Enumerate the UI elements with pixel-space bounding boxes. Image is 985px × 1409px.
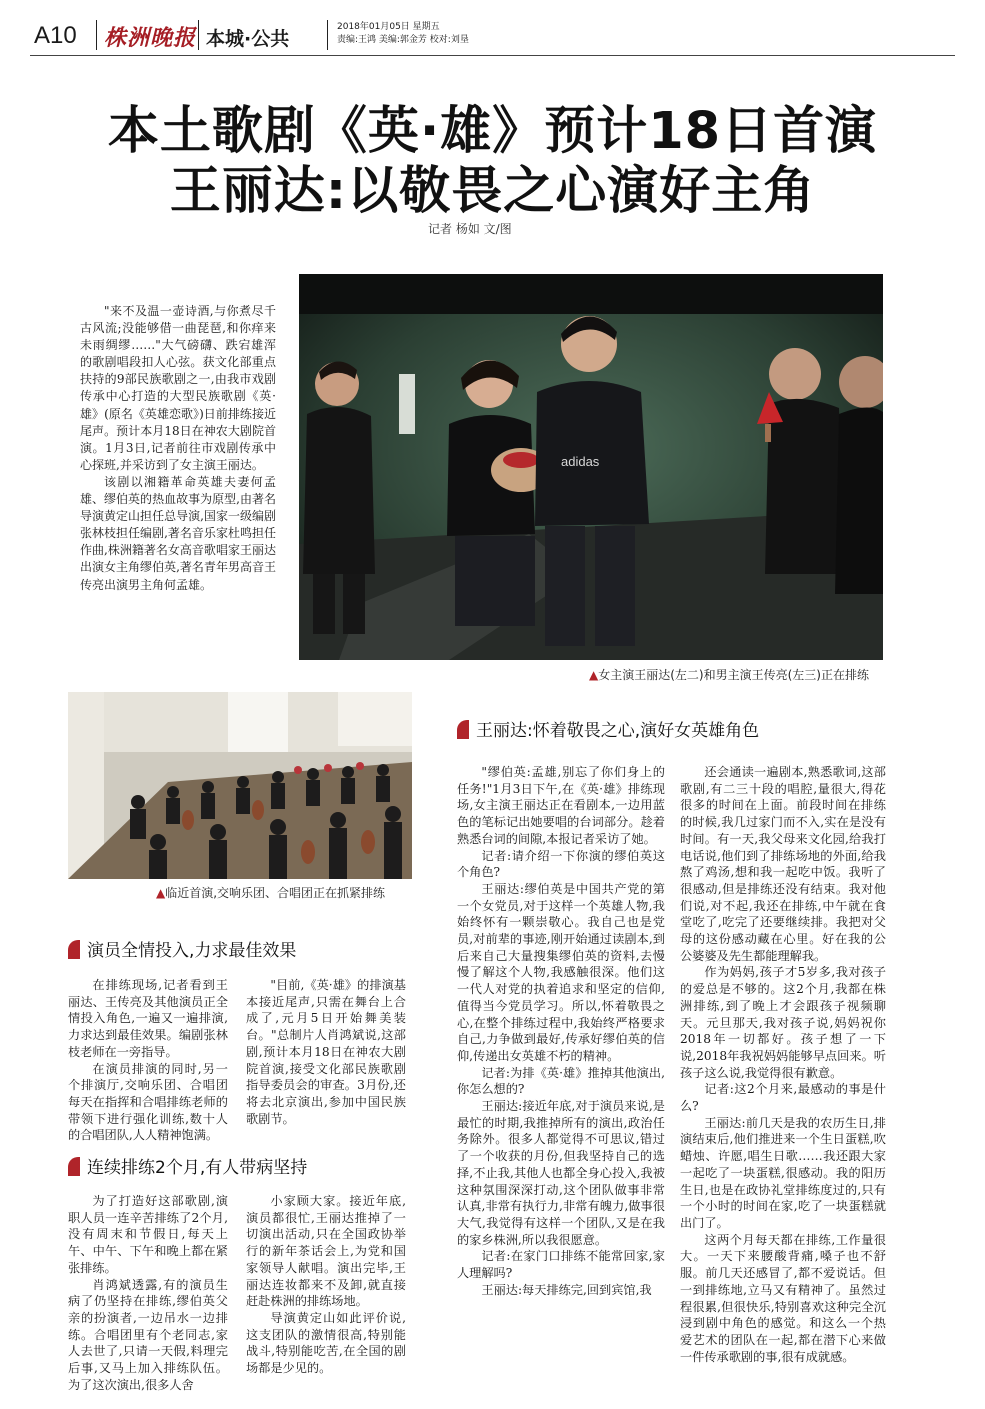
header-divider xyxy=(198,20,199,50)
photo-caption xyxy=(156,884,385,901)
caption-triangle-icon: ▲ xyxy=(589,668,599,682)
paragraph: 肖鸿斌透露,有的演员生病了仍坚持在排练,缪伯英父亲的扮演者,一边吊水一边排练。合唱团里有个老同志,家人去世了,只请一天假,料理完后事,又马上加入排练队伍。为了这次演出,很多人舍 xyxy=(68,1277,228,1392)
section-heading-text: 连续排练2个月,有人带病坚持 xyxy=(87,1158,308,1178)
editor-credits: 责编:王鸿 美编:郭金芳 校对:刘垦 xyxy=(337,35,469,45)
paragraph: 作为妈妈,孩子才5岁多,我对孩子的爱总是不够的。这2个月,我都在株洲排练,到了晚上才会跟孩子视频聊天。元旦那天,我对孩子说,妈妈祝你2018年一切都好。孩子想了一下说,2018年我祝妈妈能够早点回来。听孩子这么说,我觉得很有歉意。 xyxy=(680,965,886,1080)
paragraph: 在演员排演的同时,另一个排演厅,交响乐团、合唱团每天在指挥和合唱排练老师的带领下进行强化训练,数十人的合唱团队,人人精神饱满。 xyxy=(68,1061,228,1143)
interview-answer: 王丽达:接近年底,对于演员来说,是最忙的时期,我推掉所有的演出,政治任务除外。很多人都觉得不可思议,错过了一个收获的月份,但我坚持自己的选择,不止我,其他人也都全身心投入,我被这种氛围深深打动,这个团队做事非常认真,非常有执行力,非常有魄力,做事很大气,我觉得有这样一个团队,又是在我的家乡株洲,所以我很愿意。 xyxy=(457,1099,665,1247)
paragraph: 为了打造好这部歌剧,演职人员一连辛苦排练了2个月,没有周末和节假日,每天上午、中午、下午和晚上都在紧张排练。 xyxy=(68,1194,228,1275)
text-column xyxy=(457,764,665,1299)
interview-question: 记者:在家门口排练不能常回家,家人理解吗? xyxy=(457,1249,665,1281)
heading-marker-icon xyxy=(68,940,80,959)
intro-paragraph: "来不及温一壶诗酒,与你煮尽千古风流;没能够借一曲琵琶,和你痒来未雨绸缪……"大气磅礴、跌宕雄浑的歌剧唱段扣人心弦。获文化部重点扶持的9部民族歌剧之一,由我市戏剧传承中心打造的大型民族歌剧《英·雄》(原名《英雄恋歌》)日前排练接近尾声。预计本月18日在神农大剧院首演。1月3日,记者前往市戏剧传承中心探班,并采访到了女主演王丽达。 xyxy=(80,304,276,472)
text-column xyxy=(68,977,228,1144)
interview-question: 记者:这2个月来,最感动的事是什么? xyxy=(680,1082,886,1114)
page-number: A10 xyxy=(34,22,77,49)
newspaper-brand-logo: 株洲晚报 xyxy=(104,25,197,51)
header-divider xyxy=(96,20,97,50)
text-column xyxy=(246,1193,406,1377)
interview-answer: 王丽达:缪伯英是中国共产党的第一个女党员,对于这样一个英雄人物,我始终怀有一颗崇敬心。我自己也是党员,对前辈的事迹,刚开始通过读剧本,到后来自己大量搜集缪伯英的资料,去慢慢了解这个人物,我感触很深。他们这一代人对党的执着追求和坚定的信仰,值得当今党员学习。所以,怀着敬畏之心,在整个排练过程中,我始终严格要求自己,力争做到最好,传承好缪伯英的信仰,传递出女英雄不朽的精神。 xyxy=(457,881,665,1063)
text-column xyxy=(680,764,886,1365)
paragraph: 这两个月每天都在排练,工作量很大。一天下来腰酸背痛,嗓子也不舒服。前几天还感冒了,都不爱说话。但一到排练地,立马又有精神了。虽然过程很累,但很快乐,特别喜欢这种完全沉浸到剧中角色的感觉。和这么一个热爱艺术的团队在一起,都在潜下心来做一件传承歌剧的事,很有成就感。 xyxy=(680,1232,886,1364)
paragraph: 在排练现场,记者看到王丽达、王传亮及其他演员正全情投入角色,一遍又一遍排演,力求达到最佳效果。编剧张林枝老师在一旁指导。 xyxy=(68,978,228,1059)
text-column xyxy=(68,1193,228,1393)
heading-marker-icon xyxy=(68,1157,80,1176)
header-rule xyxy=(30,55,955,56)
paragraph: 还会通读一遍剧本,熟悉歌词,这部歌剧,有二三十段的唱腔,量很大,得花很多的时间在上面。前段时间在排练的时候,我几过家门而不入,实在是没有时间。有一天,我父母来文化园,给我打电话说,他们到了排练场地的外面,给我熬了鸡汤,想和我一起吃中饭。我听了很感动,但是排练还没有结束。我对他们说,对不起,我还在排练,中午就在食堂吃了,吃完了还要继续排。我把对父母的这份感动藏在心里。好在我的公公婆婆及先生都能理解我。 xyxy=(680,765,886,963)
interview-question: 记者:请介绍一下你演的缪伯英这个角色? xyxy=(457,848,665,880)
photo-caption xyxy=(589,666,869,683)
caption-text: 女主演王丽达(左二)和男主演王传亮(左三)正在排练 xyxy=(598,668,869,682)
headline-main: 本土歌剧《英·雄》预计18日首演 xyxy=(107,102,878,161)
headline-sub: 王丽达:以敬畏之心演好主角 xyxy=(169,162,816,221)
header-meta xyxy=(337,21,469,47)
rehearsal-photo xyxy=(299,274,883,660)
paragraph: 小家顾大家。接近年底,演员都很忙,王丽达推掉了一切演出活动,只在全国政协举行的新年茶话会上,为党和国家领导人献唱。演出完毕,王丽达连妆都来不及卸,就直接赶赴株洲的排练场地。 xyxy=(246,1194,406,1309)
text-column xyxy=(246,977,406,1127)
section-heading-text: 王丽达:怀着敬畏之心,演好女英雄角色 xyxy=(476,721,760,741)
section-heading xyxy=(68,936,296,961)
header-divider xyxy=(327,20,328,50)
byline: 记者 杨如 文/图 xyxy=(428,222,512,236)
interview-answer: 王丽达:每天排练完,回到宾馆,我 xyxy=(481,1282,652,1297)
orchestra-photo xyxy=(68,692,412,879)
caption-triangle-icon: ▲ xyxy=(156,886,166,900)
issue-date: 2018年01月05日 星期五 xyxy=(337,22,440,32)
caption-text: 临近首演,交响乐团、合唱团正在抓紧排练 xyxy=(165,886,386,900)
paragraph: "缪伯英:孟雄,别忘了你们身上的任务!"1月3日下午,在《英·雄》排练现场,女主演王丽达正在看剧本,一边用蓝色的笔标记出她要唱的台词部分。趁着熟悉台词的间隙,本报记者采访了她。 xyxy=(457,765,665,846)
paragraph: 导演黄定山如此评价说,这支团队的激情很高,特别能战斗,特别能吃苦,在全国的剧场都是少见的。 xyxy=(246,1310,406,1376)
shirt-print: adidas xyxy=(561,454,600,469)
section-heading xyxy=(68,1153,307,1178)
heading-marker-icon xyxy=(457,720,469,739)
article-intro xyxy=(80,303,276,594)
intro-paragraph: 该剧以湘籍革命英雄夫妻何孟雄、缪伯英的热血故事为原型,由著名导演黄定山担任总导演,国家一级编剧张林枝担任编剧,著名音乐家杜鸣担任作曲,株洲籍著名女高音歌唱家王丽达出演女主角缪伯英,著名青年男高音王传亮出演男主角何孟雄。 xyxy=(80,474,276,592)
section-name: 本城·公共 xyxy=(206,28,290,50)
section-heading xyxy=(457,716,759,741)
section-heading-text: 演员全情投入,力求最佳效果 xyxy=(87,941,297,961)
paragraph: "目前,《英·雄》的排演基本接近尾声,只需在舞台上合成了,元月5日开始舞美装台。"总制片人肖鸿斌说,这部剧,预计本月18日在神农大剧院首演,接受文化部民族歌剧指导委员会的审查。3月份,还将去北京演出,参加中国民族歌剧节。 xyxy=(246,978,406,1126)
interview-answer: 王丽达:前几天是我的农历生日,排演结束后,他们推进来一个生日蛋糕,吹蜡烛、许愿,唱生日歌……我还跟大家一起吃了一块蛋糕,很感动。我的阳历生日,也是在政协礼堂排练度过的,只有一个小时的时间在家,吃了一块蛋糕就出门了。 xyxy=(680,1115,886,1230)
interview-question: 记者:为排《英·雄》推掉其他演出,你怎么想的? xyxy=(457,1065,665,1097)
